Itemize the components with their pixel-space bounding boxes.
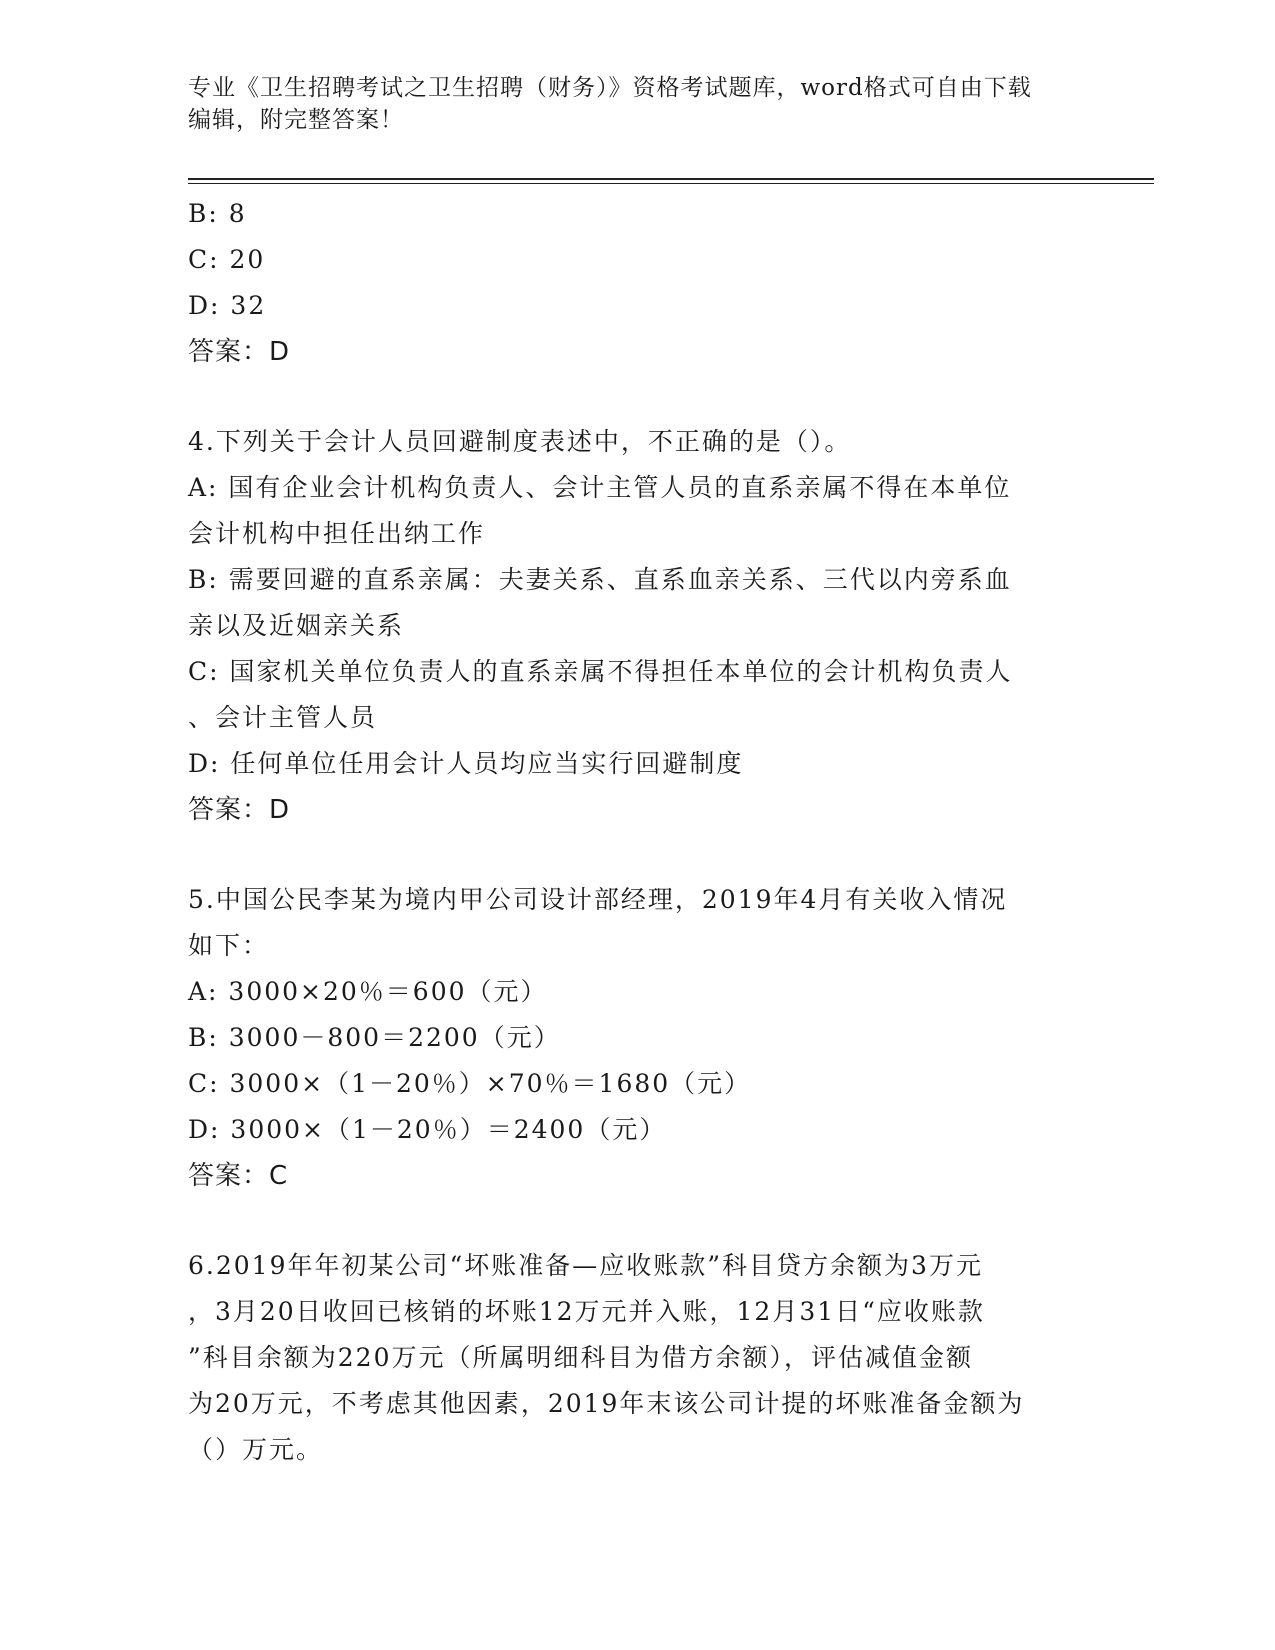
option-d: D: 任何单位任用会计人员均应当实行回避制度 bbox=[188, 749, 744, 778]
header-divider-thin bbox=[188, 183, 1154, 184]
option-d: D: 32 bbox=[188, 291, 267, 320]
option-d: D: 3000×（1－20％）＝2400（元） bbox=[188, 1115, 667, 1144]
answer: 答案：C bbox=[188, 1161, 289, 1191]
question-6 bbox=[188, 1243, 1088, 1473]
answer: 答案：D bbox=[188, 337, 291, 367]
question-stem-cont: 为20万元，不考虑其他因素，2019年末该公司计提的坏账准备金额为 bbox=[188, 1389, 1025, 1418]
option-a: A: 国有企业会计机构负责人、会计主管人员的直系亲属不得在本单位 bbox=[188, 473, 1012, 502]
header-line-1: 专业《卫生招聘考试之卫生招聘（财务）》资格考试题库，word格式可自由下载 bbox=[188, 75, 1032, 101]
question-stem-cont: ，3月20日收回已核销的坏账12万元并入账，12月31日“应收账款 bbox=[188, 1297, 985, 1326]
question-stem-cont: ”科目余额为220万元（所属明细科目为借方余额），评估减值金额 bbox=[188, 1343, 974, 1372]
spacer bbox=[188, 1199, 1088, 1243]
header-line-2: 编辑，附完整答案！ bbox=[188, 107, 404, 133]
option-a: A: 3000×20％＝600（元） bbox=[188, 977, 548, 1006]
option-b: B: 需要回避的直系亲属：夫妻关系、直系血亲关系、三代以内旁系血 bbox=[188, 565, 1012, 594]
question-stem: 6.2019年年初某公司“坏账准备—应收账款”科目贷方余额为3万元 bbox=[188, 1251, 983, 1280]
option-c: C: 国家机关单位负责人的直系亲属不得担任本单位的会计机构负责人 bbox=[188, 657, 1013, 686]
spacer bbox=[188, 375, 1088, 419]
question-stem-cont: 如下： bbox=[188, 931, 270, 960]
question-3 bbox=[188, 191, 1088, 375]
document-body bbox=[188, 191, 1088, 1473]
question-stem-cont: （）万元。 bbox=[188, 1435, 324, 1464]
option-b: B: 3000－800＝2200（元） bbox=[188, 1023, 561, 1052]
document-header bbox=[188, 72, 1088, 136]
option-c: C: 3000×（1－20％）×70％＝1680（元） bbox=[188, 1069, 752, 1098]
question-stem: 4.下列关于会计人员回避制度表述中，不正确的是（）。 bbox=[188, 427, 852, 456]
header-divider-thick bbox=[188, 178, 1154, 180]
answer: 答案：D bbox=[188, 795, 291, 825]
question-stem: 5.中国公民李某为境内甲公司设计部经理，2019年4月有关收入情况 bbox=[188, 885, 1008, 914]
option-a-cont: 会计机构中担任出纳工作 bbox=[188, 519, 486, 548]
spacer bbox=[188, 833, 1088, 877]
option-c-cont: 、会计主管人员 bbox=[188, 703, 378, 732]
option-b: B: 8 bbox=[188, 199, 247, 228]
question-5 bbox=[188, 877, 1088, 1199]
option-b-cont: 亲以及近姻亲关系 bbox=[188, 611, 405, 640]
question-4 bbox=[188, 419, 1088, 833]
option-c: C: 20 bbox=[188, 245, 266, 274]
